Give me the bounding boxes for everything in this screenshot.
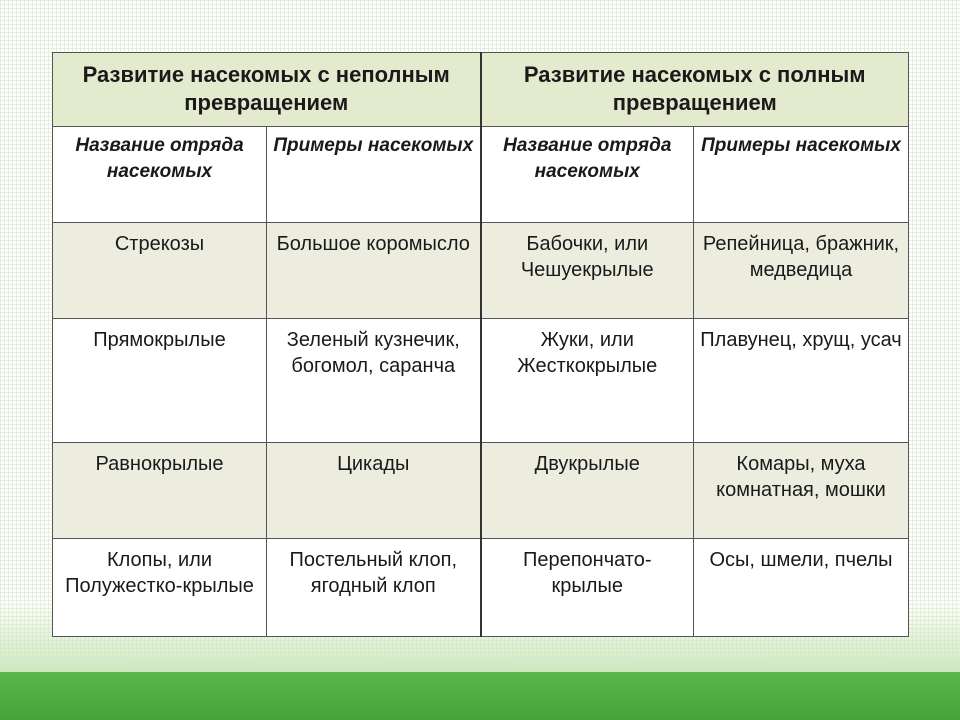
column-header-order-name: Название отряда насекомых	[481, 127, 694, 223]
column-header-row	[53, 127, 909, 223]
group-header-complete-metamorphosis: Развитие насекомых с полным превращением	[481, 53, 909, 127]
group-header-incomplete-metamorphosis: Развитие насекомых с неполным превращением	[53, 53, 481, 127]
table-cell-order: Клопы, или Полужестко-крылые	[53, 539, 267, 637]
table-cell-examples: Цикады	[267, 443, 481, 539]
column-header-examples: Примеры насекомых	[267, 127, 481, 223]
column-header-examples: Примеры насекомых	[694, 127, 909, 223]
column-header-order-name: Название отряда насекомых	[53, 127, 267, 223]
table-cell-order: Равнокрылые	[53, 443, 267, 539]
table-cell-order: Двукрылые	[481, 443, 694, 539]
table-row	[53, 223, 909, 319]
table-cell-examples: Зеленый кузнечик, богомол, саранча	[267, 319, 481, 443]
table-cell-examples: Плавунец, хрущ, усач	[694, 319, 909, 443]
table-cell-order: Перепончато-крылые	[481, 539, 694, 637]
table-cell-order: Бабочки, или Чешуекрылые	[481, 223, 694, 319]
table-cell-examples: Большое коромысло	[267, 223, 481, 319]
insect-development-table	[52, 52, 909, 637]
group-header-row	[53, 53, 909, 127]
bottom-green-bar	[0, 672, 960, 720]
table-row	[53, 539, 909, 637]
table-cell-examples: Постельный клоп, ягодный клоп	[267, 539, 481, 637]
table-row	[53, 443, 909, 539]
table-row	[53, 319, 909, 443]
table-cell-examples: Репейница, бражник, медведица	[694, 223, 909, 319]
table-cell-examples: Осы, шмели, пчелы	[694, 539, 909, 637]
table-cell-order: Стрекозы	[53, 223, 267, 319]
table-cell-examples: Комары, муха комнатная, мошки	[694, 443, 909, 539]
table-cell-order: Жуки, или Жесткокрылые	[481, 319, 694, 443]
table-cell-order: Прямокрылые	[53, 319, 267, 443]
